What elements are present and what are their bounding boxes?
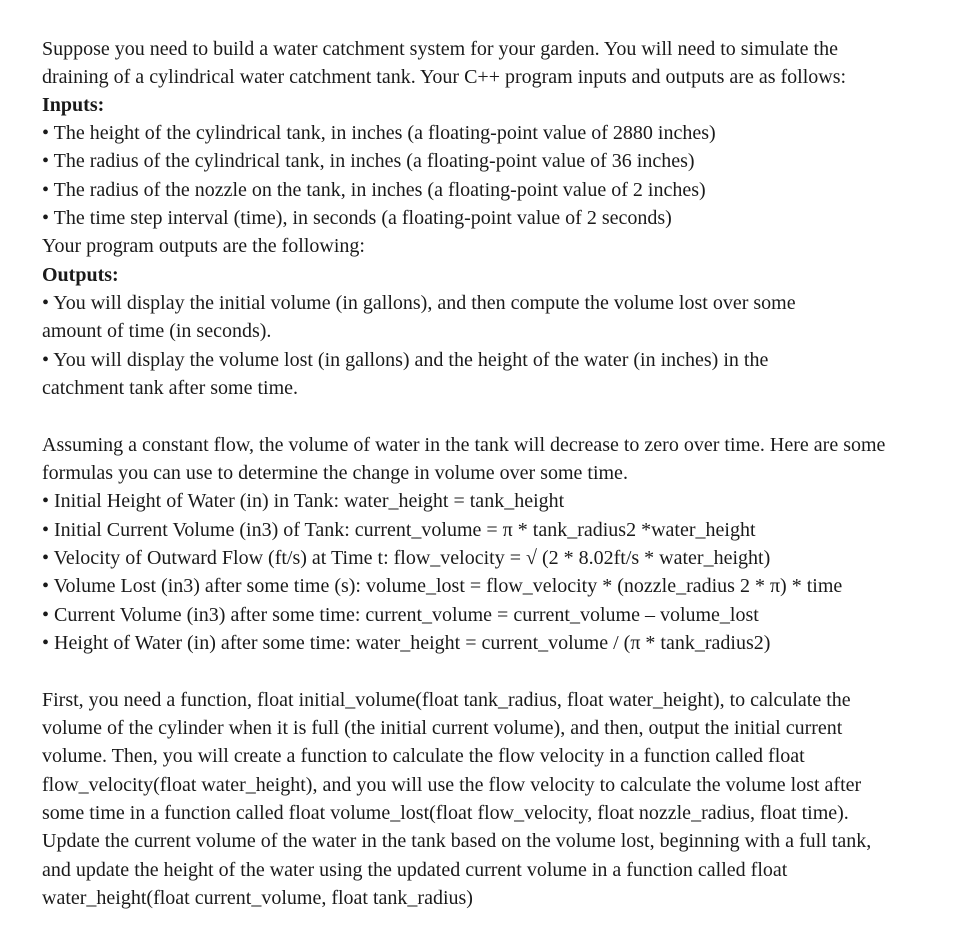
closing-line-3: volume. Then, you will create a function to calculate the flow velocity in a function called float	[42, 745, 805, 767]
formula-initial-height: • Initial Height of Water (in) in Tank: water_height = tank_height	[42, 490, 565, 512]
output-item-1-line-1: • You will display the initial volume (in gallons), and then compute the volume lost over some	[42, 292, 796, 314]
formulas-intro-line-2: formulas you can use to determine the change in volume over some time.	[42, 462, 628, 484]
input-item-time-step: • The time step interval (time), in seconds (a floating-point value of 2 seconds)	[42, 207, 672, 229]
output-item-2-line-1: • You will display the volume lost (in gallons) and the height of the water (in inches) in the	[42, 349, 769, 371]
output-item-2-line-2: catchment tank after some time.	[42, 377, 299, 399]
outputs-intro-text: Your program outputs are the following:	[42, 235, 365, 257]
formula-initial-volume: • Initial Current Volume (in3) of Tank: current_volume = π * tank_radius2 *water_height	[42, 519, 756, 541]
closing-line-1: First, you need a function, float initial_volume(float tank_radius, float water_height), to calculate the	[42, 689, 851, 711]
intro-line-1: Suppose you need to build a water catchment system for your garden. You will need to simulate the	[42, 38, 838, 60]
formulas-intro-line-1: Assuming a constant flow, the volume of water in the tank will decrease to zero over time. Here are some	[42, 434, 886, 456]
intro-line-2: draining of a cylindrical water catchment tank. Your C++ program inputs and outputs are as follows:	[42, 66, 847, 88]
inputs-heading: Inputs:	[42, 94, 105, 116]
formula-water-height: • Height of Water (in) after some time: water_height = current_volume / (π * tank_radius2)	[42, 632, 771, 654]
closing-line-7: and update the height of the water using the updated current volume in a function called float	[42, 859, 788, 881]
input-item-tank-radius: • The radius of the cylindrical tank, in inches (a floating-point value of 36 inches)	[42, 150, 695, 172]
output-item-1-line-2: amount of time (in seconds).	[42, 320, 272, 342]
input-item-nozzle-radius: • The radius of the nozzle on the tank, in inches (a floating-point value of 2 inches)	[42, 179, 706, 201]
input-item-tank-height: • The height of the cylindrical tank, in inches (a floating-point value of 2880 inches)	[42, 122, 716, 144]
closing-line-4: flow_velocity(float water_height), and you will use the flow velocity to calculate the volume lost after	[42, 774, 862, 796]
formula-flow-velocity: • Velocity of Outward Flow (ft/s) at Time t: flow_velocity = √ (2 * 8.02ft/s * water_height)	[42, 547, 771, 569]
outputs-heading: Outputs:	[42, 264, 119, 286]
closing-line-2: volume of the cylinder when it is full (the initial current volume), and then, output the initial current	[42, 717, 843, 739]
formula-volume-lost: • Volume Lost (in3) after some time (s): volume_lost = flow_velocity * (nozzle_radius 2 * π) * time	[42, 575, 843, 597]
closing-line-5: some time in a function called float volume_lost(float flow_velocity, float nozzle_radius, float time).	[42, 802, 849, 824]
formula-current-volume: • Current Volume (in3) after some time: current_volume = current_volume – volume_lost	[42, 604, 759, 626]
closing-line-6: Update the current volume of the water in the tank based on the volume lost, beginning with a full tank,	[42, 830, 872, 852]
closing-line-8: water_height(float current_volume, float tank_radius)	[42, 887, 473, 909]
